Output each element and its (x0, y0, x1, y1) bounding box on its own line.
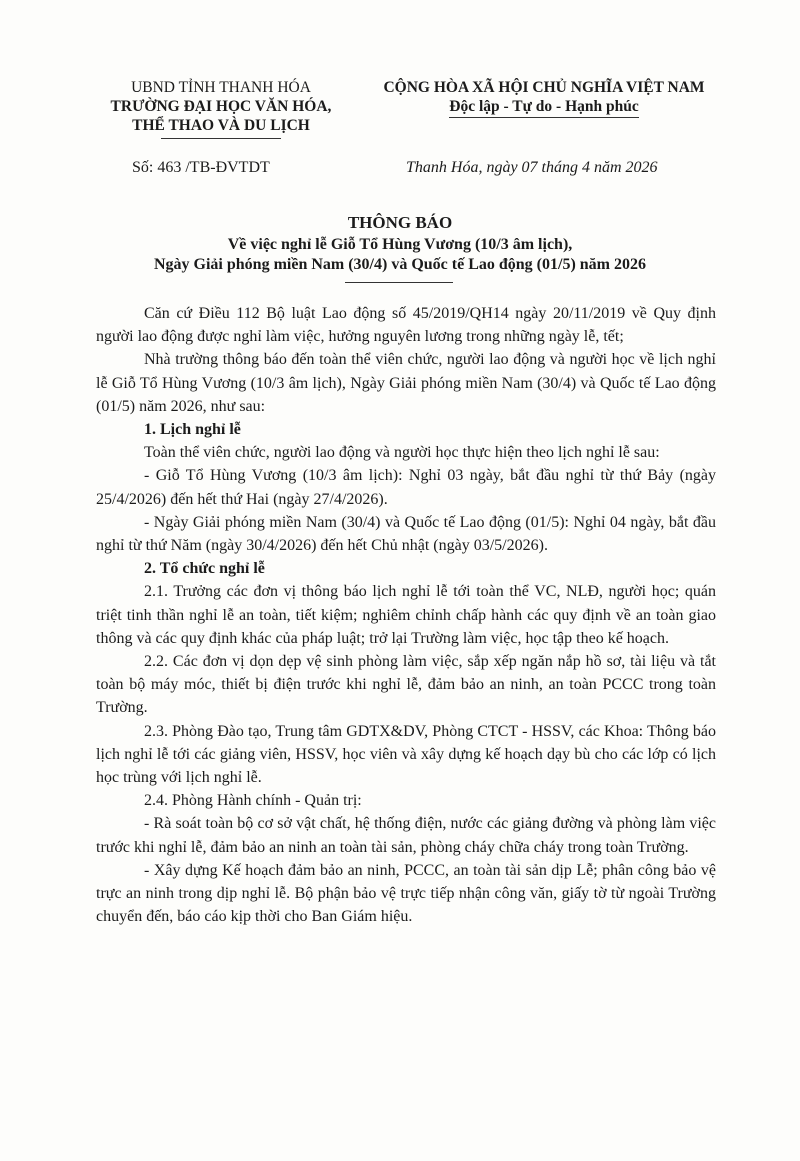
paragraph-2-3: 2.3. Phòng Đào tạo, Trung tâm GDTX&DV, Phòng CTCT - HSSV, các Khoa: Thông báo lịch nghỉ lễ tới các giảng viên, HSSV, học viên và xây dựng kế hoạch dạy bù cho các lớp có lịch học trùng với lịch nghỉ lễ. (96, 722, 716, 787)
issuer-province: UBND TỈNH THANH HÓA (131, 79, 311, 96)
paragraph-schedule-intro: Toàn thể viên chức, người lao động và người học thực hiện theo lịch nghỉ lễ sau: (144, 444, 660, 462)
document-number: Số: 463 /TB-ĐVTDT (132, 159, 270, 176)
issuer-name-line1: TRƯỜNG ĐẠI HỌC VĂN HÓA, (110, 98, 332, 115)
paragraph-2-4-b: - Xây dựng Kế hoạch đảm bảo an ninh, PCCC, an toàn tài sản dịp Lễ; phân công bảo vệ trực an ninh trong dịp nghỉ lễ. Bộ phận bảo vệ trực tiếp nhận công văn, giấy tờ từ ngoài Trường chuyển đến, báo cáo kịp thời cho Ban Giám hiệu. (96, 861, 716, 926)
paragraph-reunification-labor: - Ngày Giải phóng miền Nam (30/4) và Quốc tế Lao động (01/5): Nghỉ 04 ngày, bắt đầu nghỉ từ thứ Năm (ngày 30/4/2026) đến hết Chủ nhật (ngày 03/5/2026). (96, 513, 716, 555)
paragraph-legal-basis: Căn cứ Điều 112 Bộ luật Lao động số 45/2019/QH14 ngày 20/11/2019 về Quy định người lao động được nghỉ làm việc, hưởng nguyên lương trong những ngày lễ, tết; (96, 305, 716, 346)
subtitle-line-2: Ngày Giải phóng miền Nam (30/4) và Quốc tế Lao động (01/5) năm 2026 (153, 256, 646, 273)
paragraph-announcement: Nhà trường thông báo đến toàn thể viên chức, người lao động và người học về lịch nghỉ lễ Giỗ Tổ Hùng Vương (10/3 âm lịch), Ngày Giải phóng miền Nam (30/4) và Quốc tế Lao động (01/5) năm 2026, như sau: (96, 351, 716, 415)
section-heading-organization: 2. Tổ chức nghỉ lễ (144, 560, 265, 578)
issuer-name-line2: THỂ THAO VÀ DU LỊCH (132, 117, 310, 134)
document-title: THÔNG BÁO (347, 213, 453, 232)
issuer-header (96, 78, 346, 139)
national-header (368, 78, 720, 118)
paragraph-2-2: 2.2. Các đơn vị dọn dẹp vệ sinh phòng làm việc, sắp xếp ngăn nắp hồ sơ, tài liệu và tắt toàn bộ máy móc, thiết bị điện trước khi nghỉ lễ, đảm bảo an ninh, an toàn PCCC trong toàn Trường. (96, 653, 716, 717)
paragraph-2-1: 2.1. Trưởng các đơn vị thông báo lịch nghỉ lễ tới toàn thể VC, NLĐ, người học; quán triệt tinh thần nghỉ lễ an toàn, tiết kiệm; nghiêm chỉnh chấp hành các quy định về an toàn giao thông và các quy định khác của pháp luật; trở lại Trường làm việc, học tập theo kế hoạch. (96, 583, 716, 647)
paragraph-hung-kings: - Giỗ Tổ Hùng Vương (10/3 âm lịch): Nghỉ 03 ngày, bắt đầu nghỉ từ thứ Bảy (ngày 25/4/2026) đến hết thứ Hai (ngày 27/4/2026). (96, 467, 716, 508)
national-motto: Độc lập - Tự do - Hạnh phúc (449, 97, 638, 118)
paragraph-2-4-a: - Rà soát toàn bộ cơ sở vật chất, hệ thống điện, nước các giảng đường và phòng làm việc trước khi nghỉ lễ, đảm bảo an ninh an toàn tài sản, phòng cháy chữa cháy trong toàn Trường. (96, 815, 716, 856)
paragraph-2-4: 2.4. Phòng Hành chính - Quản trị: (144, 792, 362, 810)
subtitle-line-1: Về việc nghỉ lễ Giỗ Tổ Hùng Vương (10/3 âm lịch), (227, 236, 573, 253)
date-line: Thanh Hóa, ngày 07 tháng 4 năm 2026 (406, 159, 658, 176)
document-body (96, 302, 716, 928)
national-title: CỘNG HÒA XÃ HỘI CHỦ NGHĨA VIỆT NAM (383, 79, 705, 96)
issuer-underline (161, 138, 281, 139)
document-subtitle (0, 235, 800, 275)
subtitle-underline (345, 282, 453, 283)
section-heading-schedule: 1. Lịch nghỉ lễ (144, 421, 241, 439)
